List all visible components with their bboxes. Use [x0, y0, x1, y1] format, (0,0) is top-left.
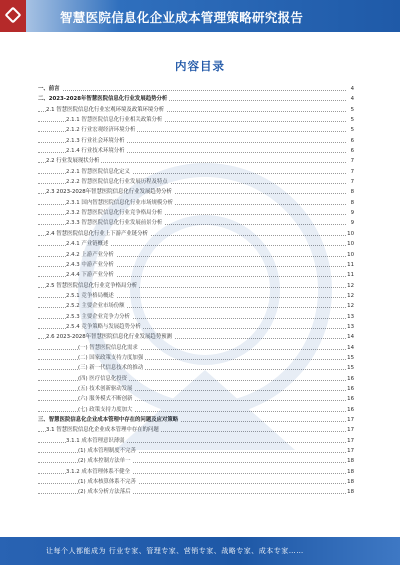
toc-entry[interactable]: [38, 156, 354, 166]
toc-entry-text: (三) 新一代信息技术的推动: [78, 365, 144, 372]
toc-page-number: 16: [347, 406, 354, 413]
toc-entry[interactable]: [38, 198, 354, 208]
toc-entry[interactable]: [38, 394, 354, 404]
toc-entry[interactable]: [38, 115, 354, 125]
toc-entry-text: 三、智慧医院信息化企业成本管理中存在的问题及应对策略: [38, 417, 179, 423]
toc-entry-text: 2.1 智慧医院信息化行业宏观环境及政策环境分析: [46, 106, 165, 113]
toc-entry[interactable]: [38, 177, 354, 187]
toc-page-number: 17: [347, 437, 354, 444]
toc-entry-text: (1) 成本核算体系不完善: [78, 479, 136, 486]
toc-entry-text: 2.2.1 智慧医院信息化定义: [66, 168, 130, 175]
toc-page-number: 13: [347, 323, 354, 330]
table-of-contents: [38, 84, 354, 498]
toc-entry[interactable]: [38, 415, 354, 425]
toc-entry-text: 2.2.2 智慧医院信息化行业发展历程及特点: [66, 179, 168, 186]
toc-page-number: 17: [347, 427, 354, 434]
header-band: [0, 0, 400, 32]
toc-entry[interactable]: [38, 260, 354, 270]
toc-entry-text: 2.4.3 中游产业分析: [66, 261, 114, 268]
toc-entry[interactable]: [38, 436, 354, 446]
toc-entry[interactable]: [38, 250, 354, 260]
toc-entry-text: 2.3.3 智慧医院信息化行业发展前景分析: [66, 220, 163, 227]
toc-page-number: 12: [347, 292, 354, 299]
toc-page-number: 14: [347, 344, 354, 351]
toc-entry[interactable]: [38, 467, 354, 477]
toc-entry-text: 2.4.2 上游产业分析: [66, 251, 114, 258]
toc-page-number: 17: [347, 448, 354, 455]
toc-page-number: 14: [347, 334, 354, 341]
toc-entry-text: 2.1.1 智慧医院信息化行业相关政策分析: [66, 117, 163, 124]
toc-entry-text: (二) 国家政策支持力度加强: [78, 354, 144, 361]
toc-page-number: 16: [347, 375, 354, 382]
toc-page-number: 7: [346, 167, 354, 177]
toc-entry[interactable]: [38, 84, 354, 94]
toc-entry-text: (六) 服务模式不断创新: [78, 396, 133, 403]
toc-entry-text: 2.5.4 竞争策略与发展趋势分析: [66, 323, 141, 330]
toc-entry[interactable]: [38, 477, 354, 487]
toc-entry[interactable]: [38, 301, 354, 311]
toc-entry-text: 2.5.1 竞争格局概述: [66, 292, 114, 299]
toc-entry[interactable]: [38, 446, 354, 456]
toc-page-number: 18: [347, 458, 354, 465]
toc-heading: 内容目录: [175, 59, 225, 73]
toc-entry[interactable]: [38, 105, 354, 115]
toc-entry[interactable]: [38, 312, 354, 322]
footer-slogan: 让每个人都能成为 行业专家、管理专家、营销专家、战略专家、成本专家……: [46, 547, 304, 555]
toc-entry-text: 2.6 2023-2028年智慧医院信息化行业发展趋势预测: [46, 334, 172, 341]
toc-entry-text: 3.1.2 成本管理体系不健全: [66, 468, 130, 475]
toc-page-number: 4: [346, 94, 354, 104]
toc-page-number: 6: [346, 136, 354, 146]
toc-entry[interactable]: [38, 353, 354, 363]
toc-page-number: 5: [346, 115, 354, 125]
toc-page-number: 12: [347, 282, 354, 289]
toc-page-number: 15: [347, 365, 354, 372]
toc-entry[interactable]: [38, 270, 354, 280]
toc-entry[interactable]: [38, 405, 354, 415]
logo-icon: [0, 0, 26, 32]
toc-entry-text: (2) 成本分析方法落后: [78, 489, 131, 496]
toc-page-number: 5: [346, 105, 354, 115]
toc-entry[interactable]: [38, 239, 354, 249]
toc-page-number: 6: [346, 146, 354, 156]
toc-entry-text: 2.3.1 国内智慧医院信息化行业市场规模分析: [66, 199, 174, 206]
report-title: 智慧医院信息化企业成本管理策略研究报告: [60, 10, 304, 25]
toc-entry-text: 2.2 行业发展现状分析: [46, 158, 100, 165]
toc-page-number: 11: [347, 272, 354, 279]
toc-entry-text: (1) 成本管理制度不完善: [78, 448, 136, 455]
toc-entry[interactable]: [38, 487, 354, 497]
toc-page-number: 9: [346, 208, 354, 218]
toc-page-number: 11: [347, 261, 354, 268]
toc-page-number: 9: [346, 218, 354, 228]
toc-entry[interactable]: [38, 125, 354, 135]
toc-page-number: 7: [346, 156, 354, 166]
toc-entry-text: 2.5.3 主要企业竞争力分析: [66, 313, 130, 320]
toc-entry[interactable]: [38, 322, 354, 332]
toc-entry-text: (2) 成本控制方法单一: [78, 458, 131, 465]
toc-entry-text: 2.3 2023-2028年智慧医院信息化行业发展趋势分析: [46, 189, 172, 196]
toc-entry-text: 2.4 智慧医院信息化行业上下游产业链分析: [46, 230, 148, 237]
toc-entry[interactable]: [38, 187, 354, 197]
footer-band: [0, 537, 400, 565]
toc-entry[interactable]: [38, 208, 354, 218]
toc-entry-text: 2.1.2 行业宏观经济环境分析: [66, 127, 136, 134]
toc-page-number: 17: [347, 417, 354, 423]
toc-entry-text: 二、2023-2028年智慧医院信息化行业发展趋势分析: [38, 96, 168, 103]
toc-entry[interactable]: [38, 167, 354, 177]
toc-entry[interactable]: [38, 384, 354, 394]
toc-entry[interactable]: [38, 425, 354, 435]
toc-page-number: 16: [347, 385, 354, 392]
toc-page-number: 8: [346, 187, 354, 197]
toc-entry-text: 3.1.1 成本管理意识薄弱: [66, 437, 125, 444]
toc-entry[interactable]: [38, 363, 354, 373]
toc-entry-text: 2.3.2 智慧医院信息化行业竞争格局分析: [66, 210, 163, 217]
toc-entry[interactable]: [38, 281, 354, 291]
toc-entry-text: 3.1 智慧医院信息化企业成本管理中存在的问题: [46, 427, 159, 434]
toc-entry-text: 2.4.1 产业链概述: [66, 241, 109, 248]
toc-page-number: 16: [347, 396, 354, 403]
toc-entry-text: (七) 政策支持力度加大: [78, 406, 133, 413]
toc-entry-text: 2.5.2 主要企业市场份额: [66, 303, 125, 310]
toc-page-number: 10: [347, 230, 354, 237]
toc-entry[interactable]: [38, 291, 354, 301]
toc-entry-text: 一、前言: [38, 86, 60, 92]
toc-entry[interactable]: [38, 332, 354, 342]
toc-entry[interactable]: [38, 94, 354, 104]
toc-page-number: 10: [347, 241, 354, 248]
toc-entry-text: (一) 智慧医院信息化需求: [78, 344, 138, 351]
toc-entry-text: 2.5 智慧医院信息化行业竞争格局分析: [46, 282, 138, 289]
toc-page-number: 10: [347, 251, 354, 258]
toc-entry-text: (五) 技术创新驱动发展: [78, 385, 133, 392]
toc-entry[interactable]: [38, 218, 354, 228]
toc-entry[interactable]: [38, 229, 354, 239]
toc-page-number: 5: [346, 125, 354, 135]
toc-entry-text: 2.4.4 下游产业分析: [66, 272, 114, 279]
toc-entry[interactable]: [38, 136, 354, 146]
toc-entry-text: 2.1.3 行业社会环境分析: [66, 137, 125, 144]
toc-entry-text: (四) 医疗信息化投资: [78, 375, 128, 382]
toc-entry-text: 2.1.4 行业技术环境分析: [66, 148, 125, 155]
toc-page-number: 12: [347, 303, 354, 310]
toc-entry[interactable]: [38, 456, 354, 466]
toc-page-number: 4: [346, 84, 354, 94]
toc-entry[interactable]: [38, 146, 354, 156]
toc-page-number: 18: [347, 479, 354, 486]
toc-entry[interactable]: [38, 374, 354, 384]
toc-page-number: 18: [347, 489, 354, 496]
toc-page-number: 15: [347, 354, 354, 361]
toc-page-number: 8: [346, 198, 354, 208]
toc-page-number: 13: [347, 313, 354, 320]
toc-page-number: 18: [347, 468, 354, 475]
toc-leader-dots: [38, 90, 346, 91]
toc-page-number: 7: [346, 177, 354, 187]
toc-entry[interactable]: [38, 343, 354, 353]
